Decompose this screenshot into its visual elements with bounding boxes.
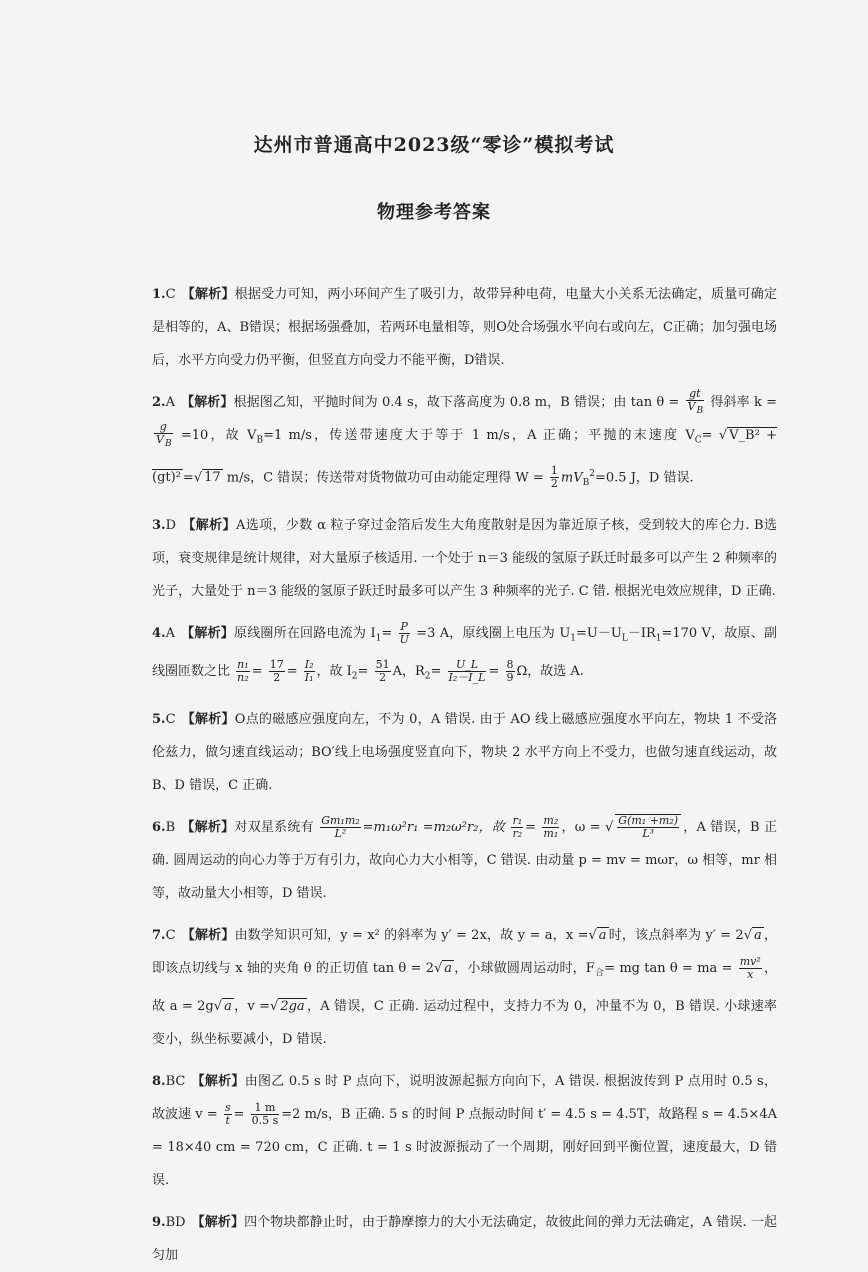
question-number: 7. — [152, 927, 166, 943]
sqrt-expression: 17 — [204, 469, 221, 485]
analysis-tag: 【解析】 — [181, 711, 235, 727]
analysis-text: O点的磁感应强度向左，不为 0，A 错误. 由于 AO 线上磁感应强度水平向左，物块 1 不受洛伦兹力，做匀速直线运动；BO′线上电场强度竖直向下，物块 2 水平方向上不受力，也做匀速直线运动，故 B、D 错误，C 正确. — [152, 711, 777, 793]
analysis-text: 四个物块都静止时，由于静摩擦力的大小无法确定，故彼此间的弹力无法确定，A 错误. 一起匀加 — [152, 1215, 777, 1264]
fraction: $\frac{s}{t}$ — [224, 1101, 231, 1128]
answer-item-1 — [152, 278, 777, 377]
answer-item-5 — [152, 703, 777, 802]
answer-choice: C — [165, 287, 176, 302]
answer-item-6: 6.B 【解析】对双星系统有 $\frac{\text{Gm₁m₂}}{\text{L²}}$ =m₁ω²r₁ =m₂ω²r₂，故 $\frac{\text{r₁}}{\text{r₂}}$ = $\frac{\text{m₂}}{\text{m₁}}$ ，ω = √ $\frac{\text{G(m₁ +m₂)}}{\text{L³}}$ ，A 错误，B 正确. 圆周运动的向心力等于万有引力，故向心力大小相等，C 错误. 由动量 p = mv = mωr，ω 相等，mr 相等，故动量大小相等，D 错误. — [152, 813, 777, 901]
question-number: 5. — [152, 711, 166, 727]
analysis-tag: 【解析】 — [191, 1074, 245, 1090]
fraction: $\frac{51}{2}$ — [375, 658, 390, 685]
analysis-tag: 【解析】 — [182, 517, 236, 533]
answer-item-4: 4.A 【解析】原线圈所在回路电流为 $I_1=$ $\frac{P}{U}$ =3 A，原线圈上电压为 $U_1=U-U_L-IR_1=170$ V，故原、副线圈匝数之比 $\frac{\text{n₁}}{\text{n₂}}$ = $\frac{17}{2}$ = $\frac{\text{I₂}}{\text{I₁}}$ ，故 $I_2=$ $\frac{51}{2}$ A，$R_2=$ $\frac{U\_L}{\text{I₂－I\_L}}$ = $\frac{8}{9}$ Ω，故选 A. — [152, 619, 777, 685]
analysis-tag: 【解析】 — [181, 927, 235, 943]
analysis-text: 根据受力可知，两小环间产生了吸引力，故带异种电荷，电量大小关系无法确定，质量可确定是相等的，A、B错误；根据场强叠加，若两环电量相等，则O处合场强水平向右或向左，C正确；加匀强电场后，水平方向受力仍平衡，但竖直方向受力不能平衡，D错误. — [152, 287, 777, 368]
question-number: 6. — [152, 819, 166, 835]
fraction: $\frac{\text{I₂}}{\text{I₁}}$ — [304, 658, 314, 685]
analysis-text: 根据图乙知，平抛时间为 0.4 s，故下落高度为 0.8 m，B 错误；由 tan θ = — [233, 395, 680, 410]
question-number: 4. — [152, 625, 166, 641]
answer-list — [152, 278, 777, 1272]
analysis-tag: 【解析】 — [180, 625, 235, 641]
question-number: 3. — [152, 517, 166, 533]
document-subtitle: 物理参考答案 — [377, 202, 491, 223]
answer-choice: B — [165, 819, 176, 835]
fraction: $\frac{8}{9}$ — [506, 658, 514, 685]
fraction: $\frac{\text{Gm₁m₂}}{\text{L²}}$ — [321, 813, 360, 840]
answer-choice: BC — [165, 1074, 186, 1090]
sqrt-fraction: $\frac{\text{G(m₁ +m₂)}}{\text{L³}}$ — [615, 814, 681, 840]
fraction: $\frac{1}{2}$ — [550, 463, 558, 490]
fraction: $\frac{\text{n₁}}{\text{n₂}}$ — [237, 658, 249, 685]
fraction: $\frac{1 m}{0.5 s}$ — [251, 1101, 279, 1128]
analysis-tag: 【解析】 — [180, 395, 234, 410]
answer-item-2: 2.A 【解析】根据图乙知，平抛时间为 0.4 s，故下落高度为 0.8 m，B 错误；由 tan θ = $\frac{gt}{V_B}$ 得斜率 k = $\frac{g}{V_B}$ =10，故 $V_B=1$ m/s，传送带速度大于等于 1 m/s，A 正确；平抛的末速度 $V_C=$ √ V_B² + (gt)² =√ 17 m/s，C 错误；传送带对货物做功可由动能定理得 W = $\frac{1}{2}$ $mV_B^2=0.5$ J，D 错误. — [152, 386, 777, 490]
fraction: $\frac{17}{2}$ — [269, 658, 284, 685]
document-title: 达州市普通高中2023级“零诊”模拟考试 — [253, 134, 615, 156]
analysis-text: 得斜率 k = — [710, 395, 777, 410]
answer-choice: A — [165, 395, 175, 410]
fraction: $\frac{P}{U}$ — [399, 619, 409, 646]
question-number: 9. — [152, 1215, 166, 1231]
answer-choice: BD — [165, 1215, 186, 1231]
answer-choice: C — [165, 927, 176, 943]
answer-item-3 — [152, 509, 777, 608]
answer-choice: D — [165, 517, 177, 533]
fraction: $\frac{\text{m₂}}{\text{m₁}}$ — [543, 813, 559, 840]
answer-item-8: 8.BC 【解析】由图乙 0.5 s 时 P 点向下，说明波源起振方向向下，A 错误. 根据波传到 P 点用时 0.5 s，故波速 v = $\frac{s}{t}$ = $\frac{1 m}{0.5 s}$ =2 m/s，B 正确. 5 s 的时间 P 点振动时间 t′ = 4.5 s = 4.5T，故路程 s = 4.5×4A = 18×40 cm = 720 cm，C 正确. t = 1 s 时波源振动了一个周期，刚好回到平衡位置，速度最大，D 错误. — [152, 1074, 777, 1189]
analysis-text: =1 m/s，传送带速度大于等于 1 m/s，A 正确；平抛的末速度 V — [263, 428, 695, 443]
question-number: 2. — [152, 395, 166, 410]
answer-item-7: 7.C 【解析】由数学知识可知，y = x² 的斜率为 y′ = 2x，故 y = a，x =√ a 时，该点斜率为 y′ = 2√ a ，即该点切线与 x 轴的夹角 θ 的正切值 tan θ = 2√ a ，小球做圆周运动时，$F_合=$ mg tan θ = ma = $\frac{\text{mv²}}{x}$ ，故 a = 2g√ a ，v =√ 2ga ，A 错误，C 正确. 运动过程中，支持力不为 0，冲量不为 0，B 错误. 小球速率变小，纵坐标要减小，D 错误. — [152, 927, 777, 1048]
answer-choice: C — [165, 711, 176, 727]
analysis-tag: 【解析】 — [181, 819, 235, 835]
analysis-text: =10，故 V — [180, 428, 257, 443]
question-number: 1. — [152, 287, 166, 302]
fraction: $\frac{\text{mv²}}{x}$ — [739, 954, 761, 981]
analysis-text: A选项，少数 α 粒子穿过金箔后发生大角度散射是因为靠近原子核，受到较大的库仑力. B选项，衰变规律是统计规律，对大量原子核适用. 一个处于 n＝3 能级的氢原子跃迁时最多可以产生 2 种频率的光子，大量处于 n＝3 能级的氢原子跃迁时最多可以产生 3 种频率的光子. C 错. 根据光电效应规律，D 正确. — [152, 517, 777, 599]
question-number: 8. — [152, 1074, 166, 1090]
sqrt-expression: V_B² + (gt)² — [152, 428, 777, 485]
fraction: $\frac{gt}{V_B}$ — [687, 386, 704, 417]
fraction: $\frac{g}{V_B}$ — [156, 419, 172, 450]
fraction: $\frac{\text{r₁}}{\text{r₂}}$ — [512, 813, 523, 840]
fraction: $\frac{U\_L}{\text{I₂－I\_L}}$ — [448, 658, 486, 685]
answer-item-9 — [152, 1206, 777, 1272]
analysis-tag: 【解析】 — [181, 287, 235, 302]
analysis-text: m/s，C 错误；传送带对货物做功可由动能定理得 W = — [226, 469, 544, 485]
analysis-tag: 【解析】 — [191, 1215, 245, 1231]
answer-choice: A — [165, 625, 175, 641]
